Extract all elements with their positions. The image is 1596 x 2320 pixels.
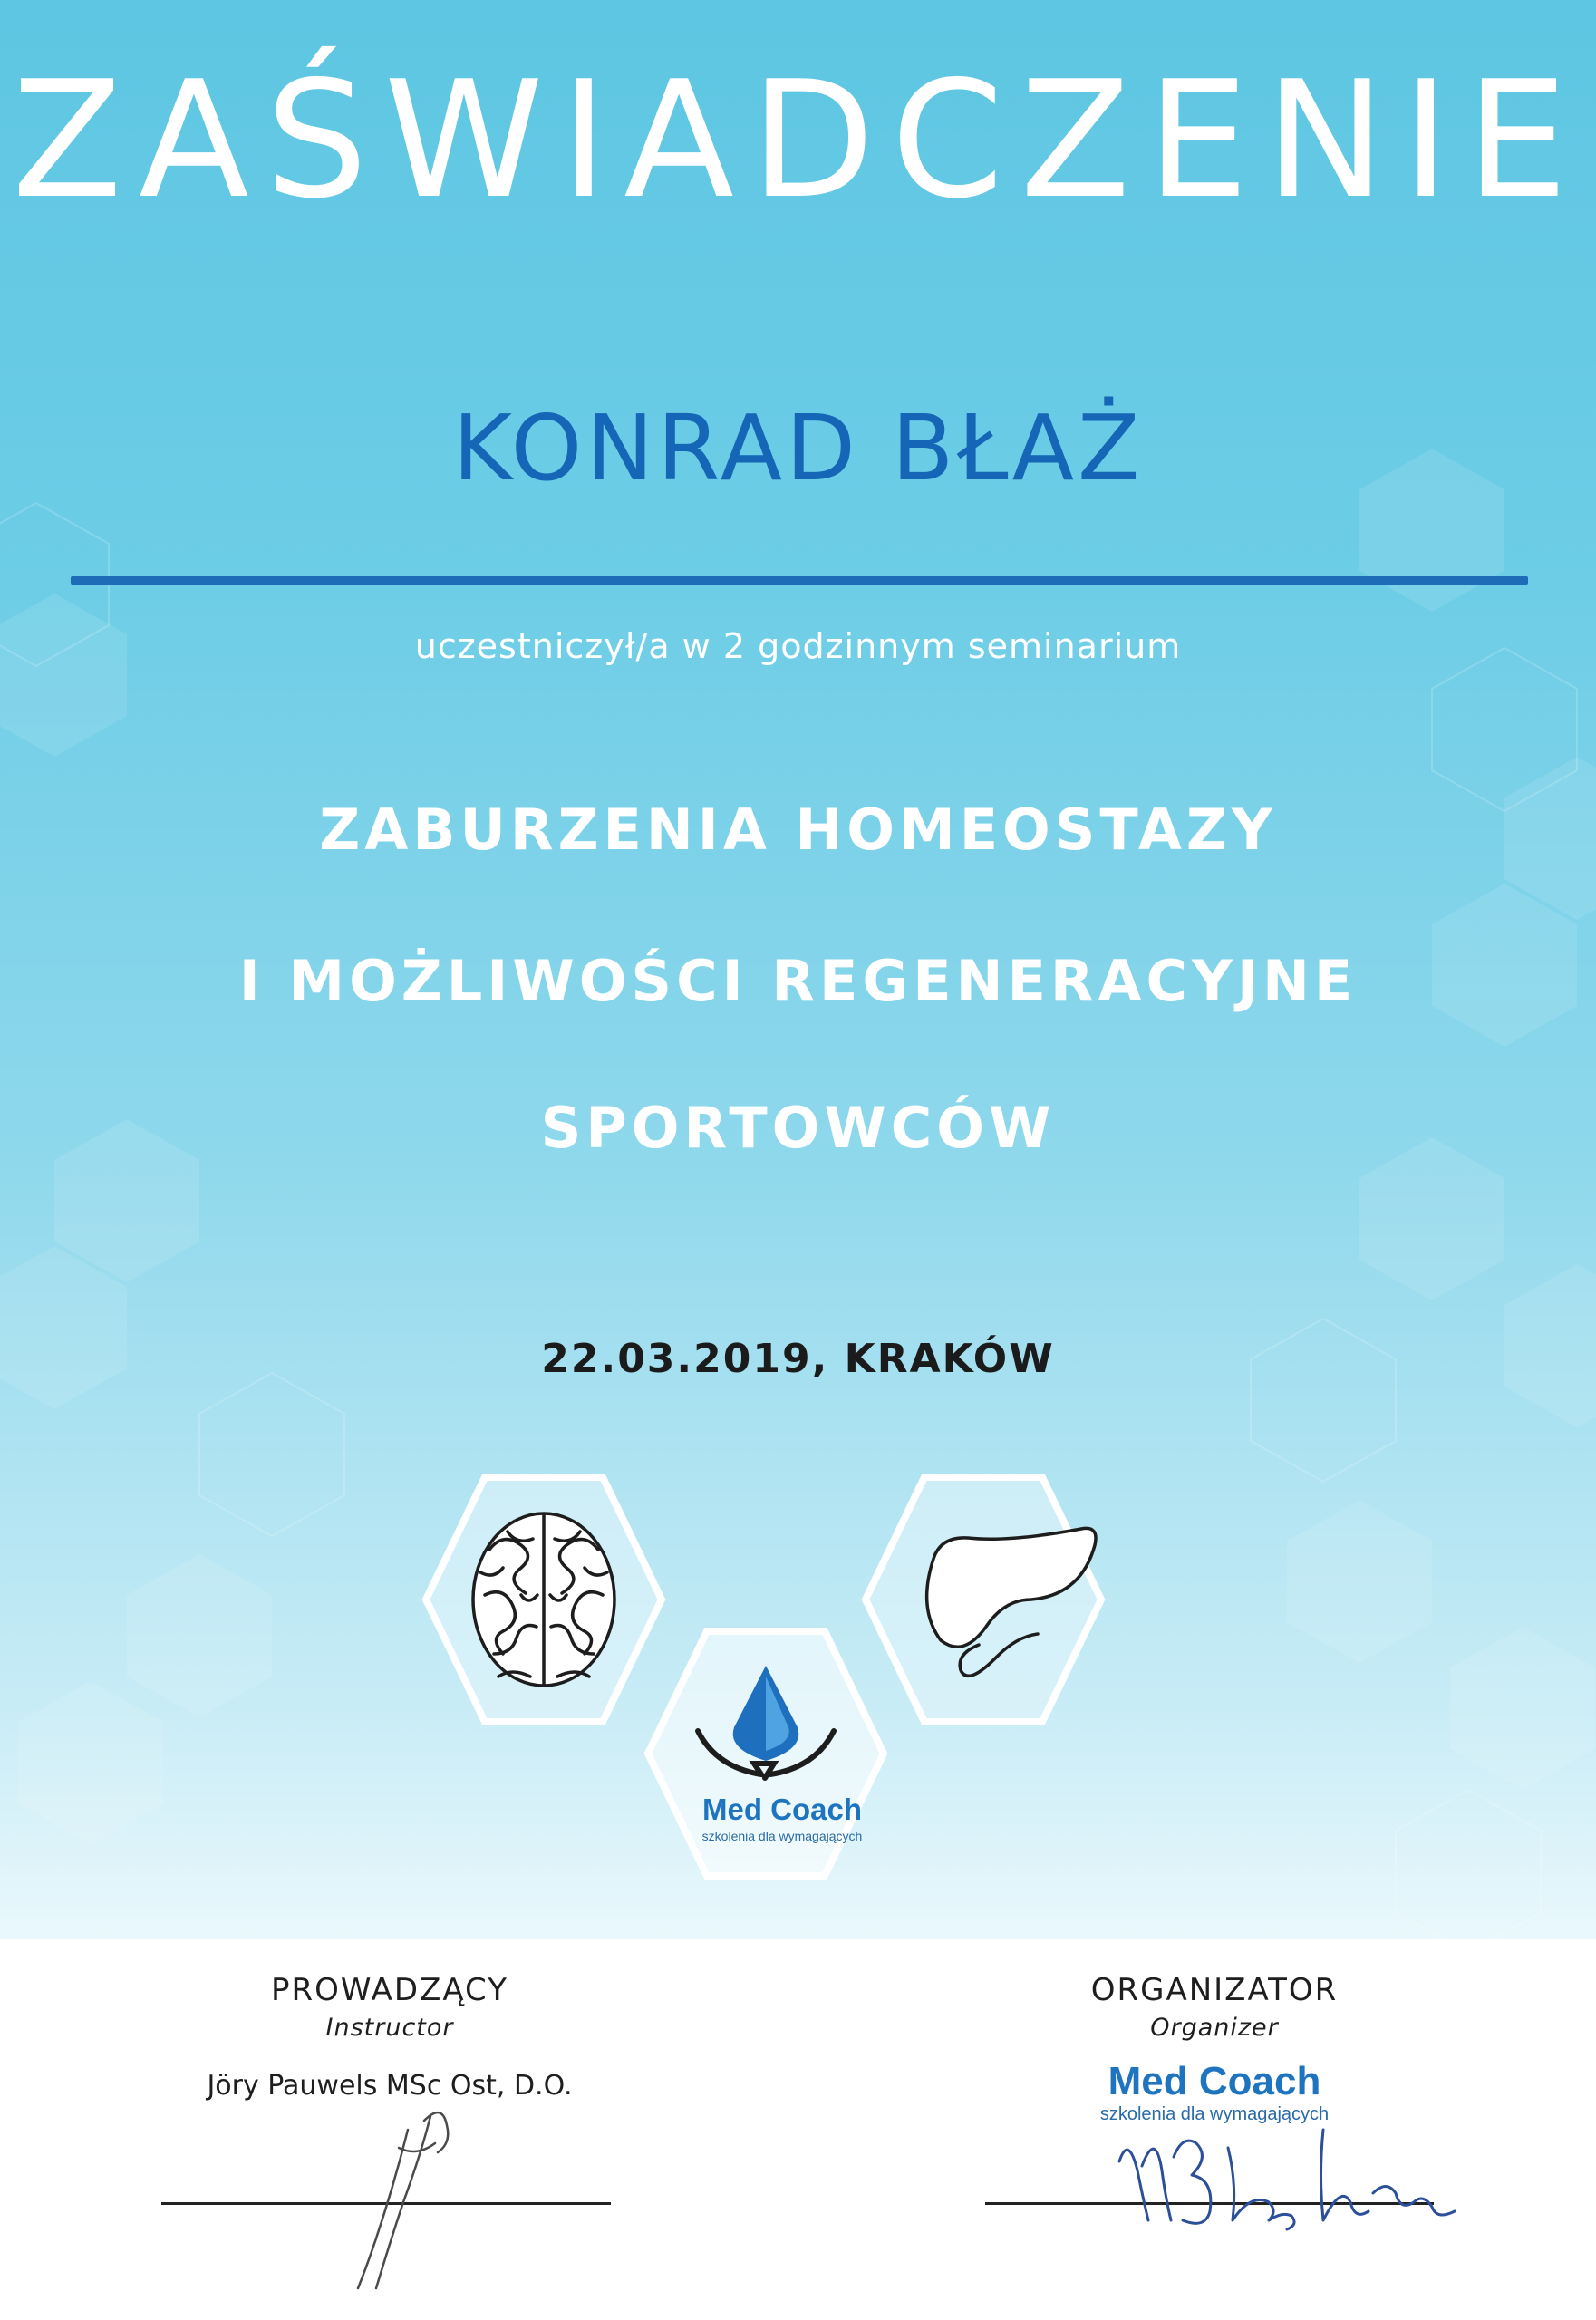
seminar-title-line-2: I MOŻLIWOŚCI REGENERACYJNE xyxy=(238,948,1358,1014)
seminar-title-line-1: ZABURZENIA HOMEOSTAZY xyxy=(319,797,1277,863)
organizer-brand-tagline: szkolenia dla wymagających xyxy=(1099,2104,1330,2124)
emblem-brand-tagline: szkolenia dla wymagających xyxy=(701,1829,863,1843)
participation-text: uczestniczył/a w 2 godzinnym seminarium xyxy=(414,626,1182,666)
organizer-signature xyxy=(1110,2112,1473,2248)
certificate-title: ZAŚWIADCZENIE xyxy=(12,46,1584,234)
organizer-role: ORGANIZATOR xyxy=(1090,1972,1339,2008)
divider-line xyxy=(71,576,1528,585)
instructor-signature xyxy=(344,2093,489,2302)
brain-icon xyxy=(473,1513,614,1686)
instructor-role: PROWADZĄCY xyxy=(271,1972,508,2008)
recipient-name: KONRAD BŁAŻ xyxy=(452,395,1144,501)
organizer-role-english: Organizer xyxy=(1150,2014,1279,2042)
date-and-place: 22.03.2019, KRAKÓW xyxy=(541,1336,1055,1382)
emblem-brand-name: Med Coach xyxy=(701,1793,863,1826)
seminar-title-line-3: SPORTOWCÓW xyxy=(540,1095,1056,1161)
instructor-role-english: Instructor xyxy=(325,2014,454,2042)
organizer-brand-name: Med Coach xyxy=(1108,2059,1321,2103)
instructor-name: Jöry Pauwels MSc Ost, D.O. xyxy=(207,2070,573,2102)
